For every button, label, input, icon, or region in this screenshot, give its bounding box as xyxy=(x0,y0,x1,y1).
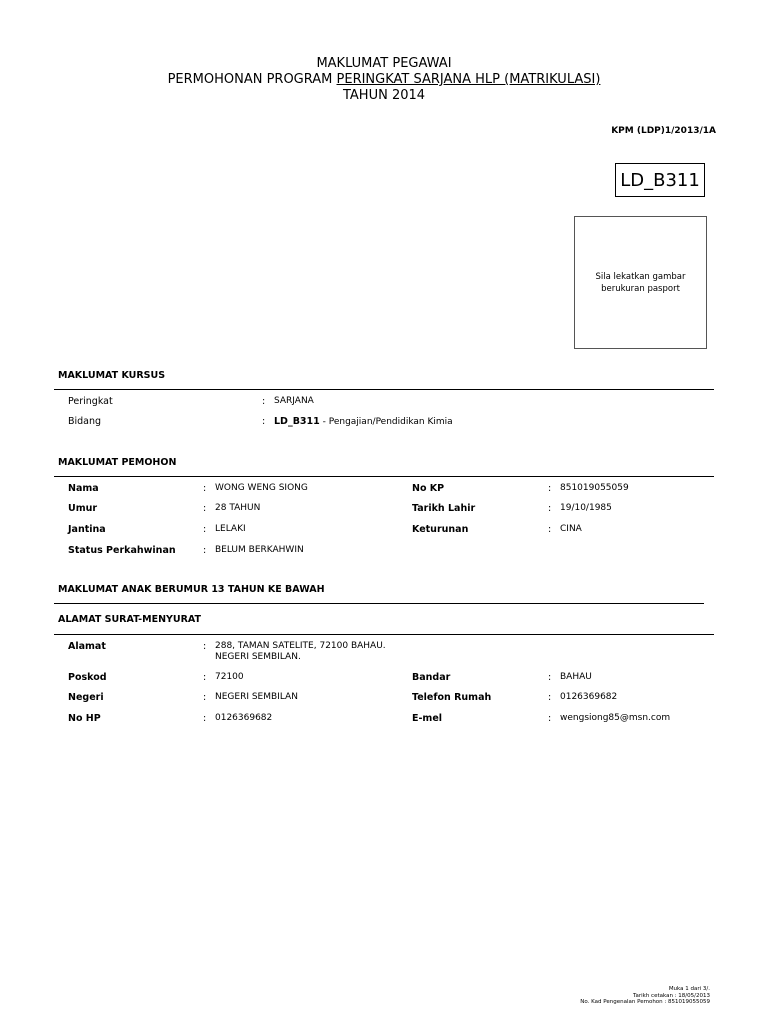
section-divider xyxy=(54,389,714,390)
colon: : xyxy=(548,483,552,494)
alamat-line-1: 288, TAMAN SATELITE, 72100 BAHAU. xyxy=(215,641,386,651)
colon: : xyxy=(203,641,207,652)
section-heading-anak: MAKLUMAT ANAK BERUMUR 13 TAHUN KE BAWAH xyxy=(58,584,325,595)
colon: : xyxy=(262,416,266,427)
section-heading-kursus: MAKLUMAT KURSUS xyxy=(58,370,166,381)
colon: : xyxy=(203,692,207,703)
colon: : xyxy=(203,483,207,494)
field-value-tarikh-lahir: 19/10/1985 xyxy=(560,503,612,513)
field-value-alamat xyxy=(215,641,386,663)
field-value-nokp: 851019055059 xyxy=(560,483,629,493)
page-footer xyxy=(580,986,710,1006)
field-label-keturunan: Keturunan xyxy=(412,524,469,535)
colon: : xyxy=(262,396,266,407)
footer-applicant-id: No. Kad Pengenalan Pemohon : 851019055059 xyxy=(580,999,710,1005)
field-label-poskod: Poskod xyxy=(68,672,107,683)
document-title xyxy=(0,56,768,104)
colon: : xyxy=(203,545,207,556)
field-label-nokp: No KP xyxy=(412,483,445,494)
field-value-nohp: 0126369682 xyxy=(215,713,273,723)
field-label-jantina: Jantina xyxy=(68,524,106,535)
field-label-telefon-rumah: Telefon Rumah xyxy=(412,692,492,703)
title-line-2-program: PERINGKAT SARJANA HLP (MATRIKULASI) xyxy=(336,72,601,87)
passport-photo-placeholder xyxy=(574,216,707,349)
field-value-bandar: BAHAU xyxy=(560,672,592,682)
field-value-poskod: 72100 xyxy=(215,672,244,682)
field-label-emel: E-mel xyxy=(412,713,443,724)
colon: : xyxy=(548,503,552,514)
reference-code: KPM (LDP)1/2013/1A xyxy=(611,126,716,136)
alamat-line-2: NEGERI SEMBILAN. xyxy=(215,652,301,662)
program-code-box: LD_B311 xyxy=(615,163,705,197)
field-value-negeri: NEGERI SEMBILAN xyxy=(215,692,298,702)
field-value-emel: wengsiong85@msn.com xyxy=(560,713,671,723)
field-label-bandar: Bandar xyxy=(412,672,451,683)
bidang-description: - Pengajian/Pendidikan Kimia xyxy=(319,417,453,427)
colon: : xyxy=(203,524,207,535)
colon: : xyxy=(548,672,552,683)
field-label-negeri: Negeri xyxy=(68,692,104,703)
field-value-bidang xyxy=(274,416,453,428)
field-label-umur: Umur xyxy=(68,503,98,514)
footer-page-number: Muka 1 dari 3/. xyxy=(668,986,710,992)
field-label-tarikh-lahir: Tarikh Lahir xyxy=(412,503,476,514)
colon: : xyxy=(548,713,552,724)
field-label-peringkat: Peringkat xyxy=(68,396,113,407)
field-label-status-perkahwinan: Status Perkahwinan xyxy=(68,545,176,556)
field-label-bidang: Bidang xyxy=(68,416,102,427)
colon: : xyxy=(203,503,207,514)
field-value-peringkat: SARJANA xyxy=(274,396,314,406)
field-value-jantina: LELAKI xyxy=(215,524,246,534)
field-label-nohp: No HP xyxy=(68,713,101,724)
field-value-status-perkahwinan: BELUM BERKAHWIN xyxy=(215,545,304,555)
colon: : xyxy=(548,524,552,535)
field-value-nama: WONG WENG SIONG xyxy=(215,483,308,493)
field-value-keturunan: CINA xyxy=(560,524,582,534)
footer-print-date: Tarikh cetakan : 18/05/2013 xyxy=(633,992,710,999)
colon: : xyxy=(548,692,552,703)
title-line-2-prefix: PERMOHONAN PROGRAM xyxy=(167,72,337,87)
section-heading-pemohon: MAKLUMAT PEMOHON xyxy=(58,457,177,468)
title-line-2 xyxy=(0,72,768,88)
field-value-umur: 28 TAHUN xyxy=(215,503,261,513)
bidang-code: LD_B311 xyxy=(274,416,320,427)
section-divider xyxy=(54,634,714,635)
section-divider xyxy=(54,476,714,477)
title-line-3: TAHUN 2014 xyxy=(342,88,426,103)
field-value-telefon-rumah: 0126369682 xyxy=(560,692,618,702)
field-label-nama: Nama xyxy=(68,483,99,494)
colon: : xyxy=(203,713,207,724)
section-heading-alamat: ALAMAT SURAT-MENYURAT xyxy=(58,614,202,625)
colon: : xyxy=(203,672,207,683)
photo-placeholder-text: Sila lekatkan gambar berukuran pasport xyxy=(595,271,686,294)
title-line-1: MAKLUMAT PEGAWAI xyxy=(316,56,452,71)
field-label-alamat: Alamat xyxy=(68,641,106,652)
section-divider xyxy=(54,603,704,604)
